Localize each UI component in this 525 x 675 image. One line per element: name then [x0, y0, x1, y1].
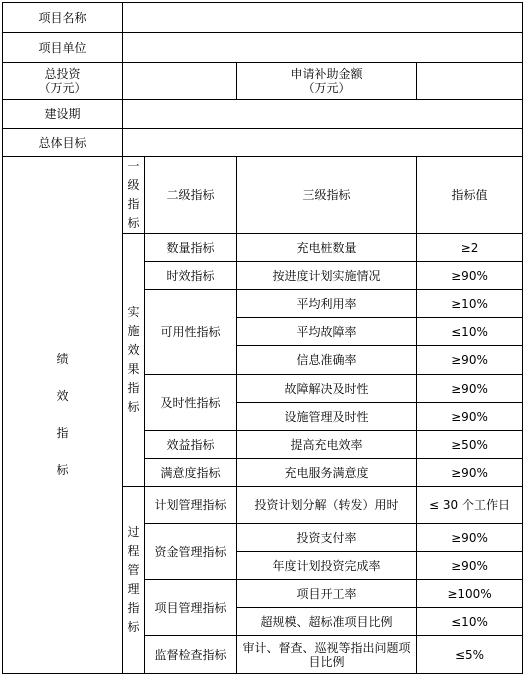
label-construction-period: 建设期	[3, 100, 123, 129]
label-subsidy-amount: 申请补助金额 （万元）	[237, 63, 417, 100]
value-cell: ≥90%	[417, 262, 523, 290]
value-cell: ≤10%	[417, 318, 523, 346]
value-cell: ≤ 30 个工作日	[417, 487, 523, 524]
level3-cell: 项目开工率	[237, 580, 417, 608]
level2-cell: 及时性指标	[145, 375, 237, 431]
level2-cell: 可用性指标	[145, 290, 237, 375]
value-cell: ≥50%	[417, 431, 523, 459]
value-cell: ≥90%	[417, 459, 523, 487]
level3-cell: 充电服务满意度	[237, 459, 417, 487]
field-overall-goal[interactable]	[123, 129, 523, 157]
value-cell: ≥10%	[417, 290, 523, 318]
level2-cell: 满意度指标	[145, 459, 237, 487]
value-cell: ≥90%	[417, 403, 523, 431]
label-performance-indicators	[3, 157, 123, 674]
row-project-unit	[3, 33, 523, 63]
performance-section-label: 绩效指标	[56, 352, 69, 477]
field-project-name[interactable]	[123, 3, 523, 33]
value-cell: ≥90%	[417, 375, 523, 403]
field-total-investment[interactable]	[123, 63, 237, 100]
level3-cell: 按进度计划实施情况	[237, 262, 417, 290]
value-cell: ≥90%	[417, 524, 523, 552]
level3-cell: 投资支付率	[237, 524, 417, 552]
level2-cell: 项目管理指标	[145, 580, 237, 636]
level2-cell: 效益指标	[145, 431, 237, 459]
header-level3: 三级指标	[237, 157, 417, 234]
level3-cell: 审计、督查、巡视等指出问题项目比例	[237, 636, 417, 674]
row-construction-period	[3, 100, 523, 129]
level2-cell: 时效指标	[145, 262, 237, 290]
level3-cell: 年度计划投资完成率	[237, 552, 417, 580]
level2-cell: 数量指标	[145, 234, 237, 262]
level2-cell: 计划管理指标	[145, 487, 237, 524]
level1-process: 过程管理指标	[123, 487, 145, 674]
level3-cell: 平均故障率	[237, 318, 417, 346]
level3-cell: 提高充电效率	[237, 431, 417, 459]
row-investment	[3, 63, 523, 100]
value-cell: ≥90%	[417, 346, 523, 375]
value-cell: ≤10%	[417, 608, 523, 636]
level1-effect: 实施效果指标	[123, 234, 145, 487]
label-project-name: 项目名称	[3, 3, 123, 33]
row-indicator-header	[3, 157, 523, 234]
level3-cell: 充电桩数量	[237, 234, 417, 262]
value-cell: ≤5%	[417, 636, 523, 674]
header-level1: 一级指标	[123, 157, 145, 234]
level2-cell: 资金管理指标	[145, 524, 237, 580]
label-overall-goal: 总体目标	[3, 129, 123, 157]
level3-cell: 平均利用率	[237, 290, 417, 318]
value-cell: ≥100%	[417, 580, 523, 608]
header-level2: 二级指标	[145, 157, 237, 234]
value-cell: ≥2	[417, 234, 523, 262]
row-project-name	[3, 3, 523, 33]
value-cell: ≥90%	[417, 552, 523, 580]
field-project-unit[interactable]	[123, 33, 523, 63]
header-value: 指标值	[417, 157, 523, 234]
performance-goal-form	[2, 2, 523, 674]
level3-cell: 超规模、超标准项目比例	[237, 608, 417, 636]
level3-cell: 信息准确率	[237, 346, 417, 375]
row-overall-goal	[3, 129, 523, 157]
level3-cell: 故障解决及时性	[237, 375, 417, 403]
level3-cell: 投资计划分解（转发）用时	[237, 487, 417, 524]
label-project-unit: 项目单位	[3, 33, 123, 63]
field-construction-period[interactable]	[123, 100, 523, 129]
level3-cell: 设施管理及时性	[237, 403, 417, 431]
label-total-investment: 总投资 （万元）	[3, 63, 123, 100]
level2-cell: 监督检查指标	[145, 636, 237, 674]
field-subsidy-amount[interactable]	[417, 63, 523, 100]
